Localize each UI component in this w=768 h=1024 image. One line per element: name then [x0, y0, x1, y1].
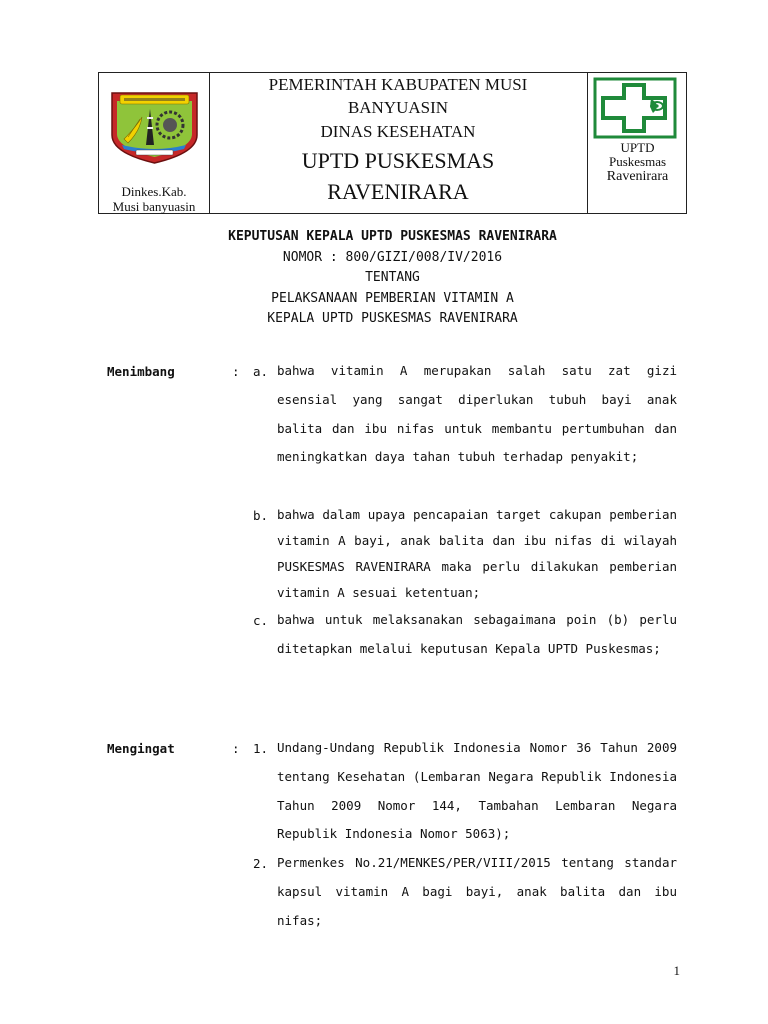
right-caption-line1: UPTD	[620, 140, 655, 155]
puskesmas-logo-icon	[593, 77, 677, 139]
mengingat-colon: :	[232, 741, 240, 756]
gov-name-line1: PEMERINTAH KABUPATEN MUSI	[268, 75, 528, 94]
left-caption-line1: Dinkes.Kab.	[121, 184, 187, 199]
agency-name: DINAS KESEHATAN	[320, 122, 476, 141]
menimbang-marker-a: a.	[253, 364, 269, 379]
menimbang-marker-b: b.	[253, 508, 269, 523]
unit-location: RAVENIRARA	[327, 179, 469, 204]
page-number: 1	[673, 963, 680, 978]
decree-heading: KEPUTUSAN KEPALA UPTD PUSKESMAS RAVENIRARA	[228, 229, 557, 244]
gov-name-line2: BANYUASIN	[347, 98, 449, 117]
menimbang-colon: :	[232, 364, 240, 379]
kabupaten-emblem-icon	[106, 87, 203, 165]
menimbang-item-b: bahwa dalam upaya pencapaian target cakupan pemberian vitamin A bayi, anak balita dan ibu nifas di wilayah PUSKESMAS RAVENIRARA maka perlu dilakukan pemberian vitamin A sesuai ketentuan;	[277, 507, 677, 600]
decree-subject: PELAKSANAAN PEMBERIAN VITAMIN A	[271, 290, 514, 306]
decree-tentang: TENTANG	[365, 270, 420, 285]
menimbang-item-c: bahwa untuk melaksanakan sebagaimana poin (b) perlu ditetapkan melalui keputusan Kepala UPTD Puskesmas;	[277, 612, 677, 656]
right-caption-line2: Puskesmas	[608, 154, 667, 169]
mengingat-label: Mengingat	[107, 741, 175, 756]
left-caption-line2: Musi banyuasin	[112, 199, 196, 214]
menimbang-item-a: bahwa vitamin A merupakan salah satu zat gizi esensial yang sangat diperlukan tubuh bayi anak balita dan ibu nifas untuk membantu pertumbuhan dan meningkatkan daya tahan tubuh terhadap penyakit;	[277, 363, 677, 465]
mengingat-marker-2: 2.	[253, 856, 269, 871]
menimbang-label: Menimbang	[107, 364, 175, 379]
menimbang-marker-c: c.	[253, 613, 269, 628]
letterhead-left-caption	[99, 184, 209, 214]
mengingat-item-2: Permenkes No.21/MENKES/PER/VIII/2015 tentang standar kapsul vitamin A bagi bayi, anak balita dan ibu nifas;	[277, 855, 677, 928]
right-caption-line3: Ravenirara	[606, 169, 669, 184]
mengingat-marker-1: 1.	[253, 741, 269, 756]
decree-number: NOMOR : 800/GIZI/008/IV/2016	[282, 249, 503, 265]
decree-title-block	[98, 227, 687, 330]
letterhead-institution	[209, 73, 587, 207]
decree-authority: KEPALA UPTD PUSKESMAS RAVENIRARA	[267, 311, 518, 326]
unit-name: UPTD PUSKESMAS	[301, 148, 495, 173]
mengingat-item-1: Undang-Undang Republik Indonesia Nomor 36 Tahun 2009 tentang Kesehatan (Lembaran Negara Republik Indonesia Tahun 2009 Nomor 144, Tambahan Lembaran Negara Republik Indonesia Nomor 5063);	[277, 740, 677, 842]
letterhead	[98, 72, 687, 214]
letterhead-right-caption	[587, 141, 688, 185]
